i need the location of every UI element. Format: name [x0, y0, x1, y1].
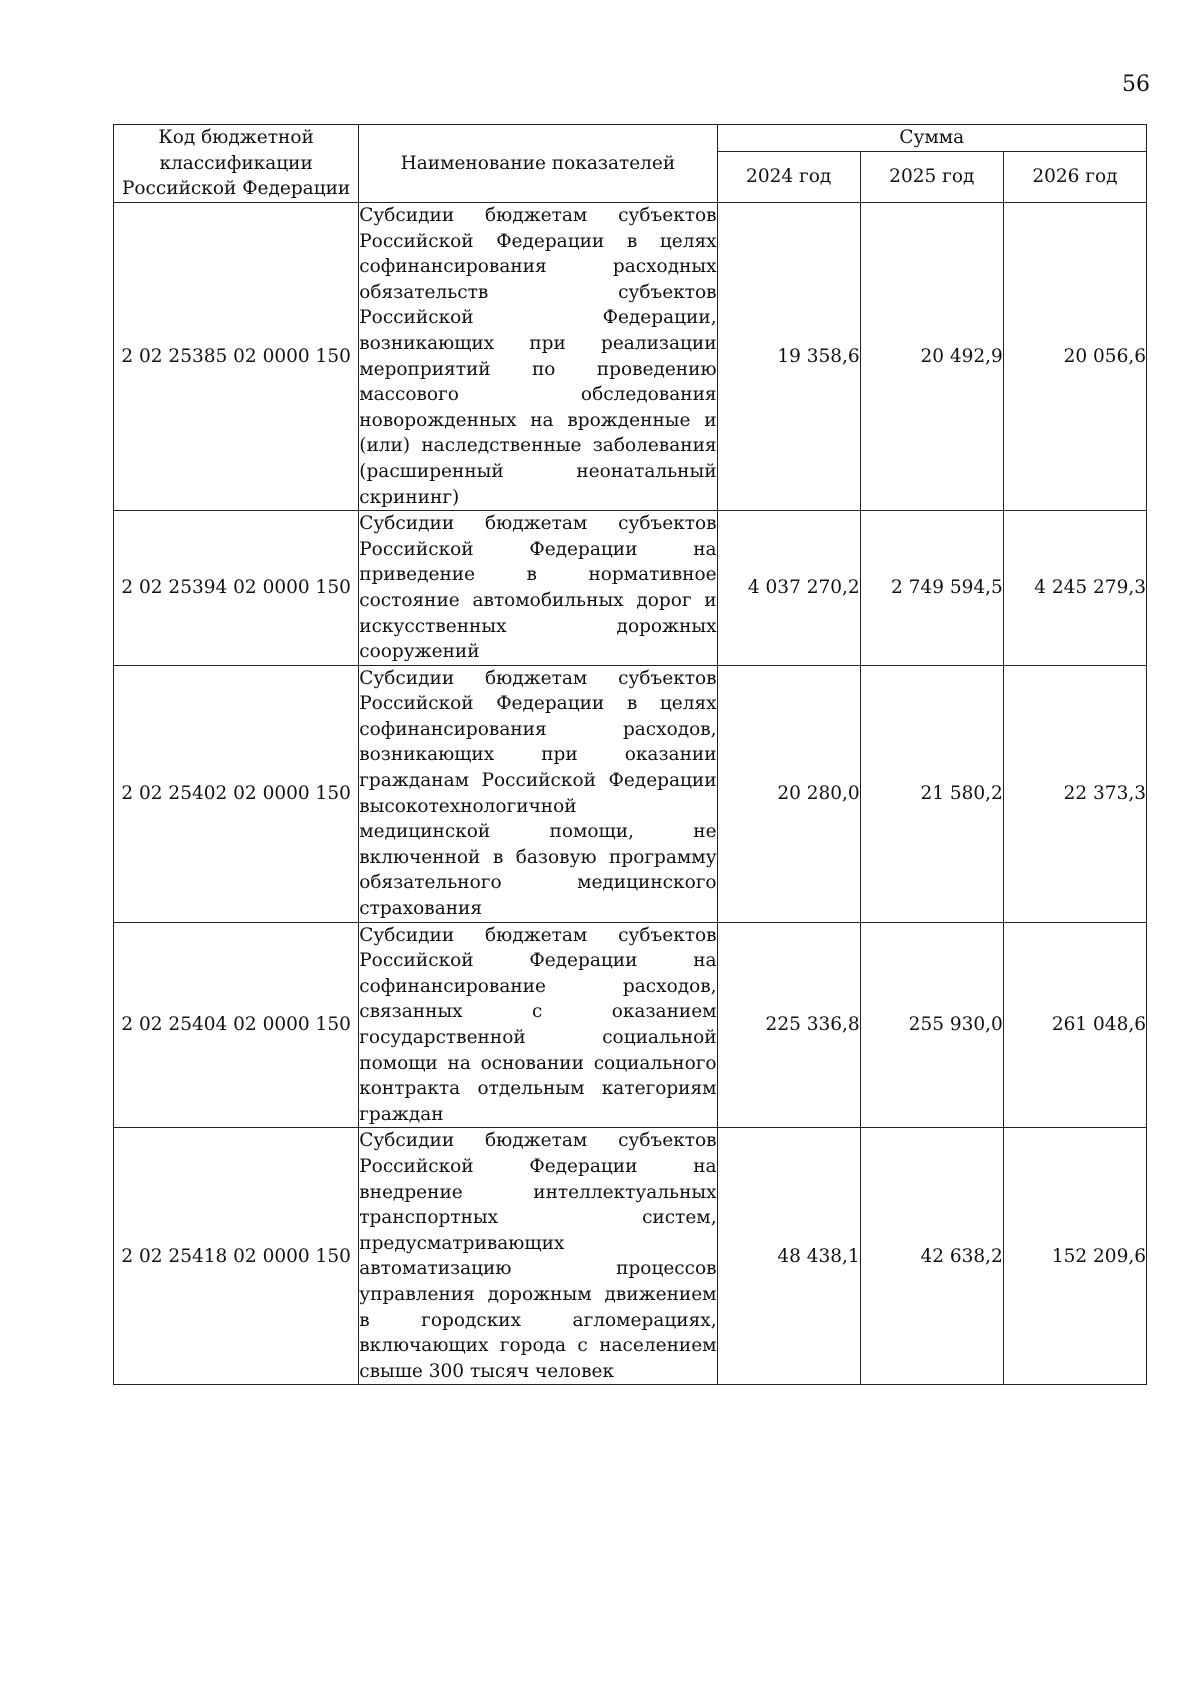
amount-2026-cell: 261 048,6	[1003, 922, 1146, 1128]
amount-2025-cell: 2 749 594,5	[860, 511, 1003, 666]
indicator-name-line: скрининг)	[359, 486, 460, 508]
indicator-name-line: помощи на основании социального	[359, 1052, 717, 1074]
amount-2026-cell: 152 209,6	[1003, 1128, 1146, 1385]
table-body	[114, 203, 1147, 1385]
indicator-name-line: Российской Федерации в целях	[359, 693, 717, 715]
indicator-name-line: сооружений	[359, 641, 480, 663]
indicator-name-line: автоматизацию процессов	[359, 1258, 717, 1280]
indicator-name-line: Российской Федерации на	[359, 1155, 717, 1177]
indicator-name-line: возникающих при реализации	[359, 332, 717, 354]
indicator-name-line: Российской Федерации на	[359, 538, 717, 560]
indicator-name-line: предусматривающих	[359, 1232, 565, 1254]
header-year-2026: 2026 год	[1003, 152, 1146, 203]
table-row	[114, 922, 1147, 1128]
indicator-name-line: новорожденных на врожденные и	[359, 409, 717, 431]
budget-code-cell: 2 02 25404 02 0000 150	[114, 922, 359, 1128]
table-row	[114, 203, 1147, 511]
table-row	[114, 511, 1147, 666]
budget-code-cell: 2 02 25402 02 0000 150	[114, 665, 359, 922]
indicator-name-line: (или) наследственные заболевания	[359, 435, 717, 457]
header-sum: Сумма	[717, 125, 1146, 152]
indicator-name-line: состояние автомобильных дорог и	[359, 589, 717, 611]
indicator-name-cell	[359, 1128, 717, 1385]
header-name: Наименование показателей	[359, 125, 717, 203]
indicator-name-line: включенной в базовую программу	[359, 846, 717, 868]
amount-2024-cell: 20 280,0	[717, 665, 860, 922]
indicator-name-line: транспортных систем,	[359, 1207, 717, 1229]
indicator-name-line: высокотехнологичной	[359, 795, 577, 817]
amount-2025-cell: 255 930,0	[860, 922, 1003, 1128]
indicator-name-line: Российской Федерации,	[359, 307, 717, 329]
indicator-name-line: страхования	[359, 898, 483, 920]
indicator-name-line: управления дорожным движением	[359, 1283, 717, 1305]
table-row	[114, 665, 1147, 922]
budget-code-cell: 2 02 25385 02 0000 150	[114, 203, 359, 511]
amount-2024-cell: 4 037 270,2	[717, 511, 860, 666]
indicator-name-line: гражданам Российской Федерации	[359, 770, 717, 792]
indicator-name-line: Субсидии бюджетам субъектов	[359, 205, 717, 226]
indicator-name-line: внедрение интеллектуальных	[359, 1181, 717, 1203]
amount-2024-cell: 225 336,8	[717, 922, 860, 1128]
indicator-name-line: Российской Федерации в целях	[359, 230, 717, 252]
amount-2026-cell: 4 245 279,3	[1003, 511, 1146, 666]
indicator-name-line: Субсидии бюджетам субъектов	[359, 513, 717, 535]
table-header	[114, 125, 1147, 203]
indicator-name-line: Субсидии бюджетам субъектов	[359, 924, 717, 946]
amount-2025-cell: 20 492,9	[860, 203, 1003, 511]
indicator-name-line: приведение в нормативное	[359, 564, 717, 586]
indicator-name-line: возникающих при оказании	[359, 744, 717, 766]
page-number: 56	[1122, 72, 1150, 97]
indicator-name-line: обязательного медицинского	[359, 872, 717, 894]
amount-2024-cell: 48 438,1	[717, 1128, 860, 1385]
indicator-name-line: софинансирования расходов,	[359, 718, 717, 740]
indicator-name-cell	[359, 665, 717, 922]
header-year-2025: 2025 год	[860, 152, 1003, 203]
budget-code-cell: 2 02 25418 02 0000 150	[114, 1128, 359, 1385]
amount-2024-cell: 19 358,6	[717, 203, 860, 511]
budget-code-cell: 2 02 25394 02 0000 150	[114, 511, 359, 666]
indicator-name-line: софинансирования расходных	[359, 256, 717, 278]
indicator-name-line: контракта отдельным категориям	[359, 1078, 717, 1100]
indicator-name-line: софинансирование расходов,	[359, 975, 717, 997]
indicator-name-cell	[359, 203, 717, 511]
header-year-2024: 2024 год	[717, 152, 860, 203]
indicator-name-line: Субсидии бюджетам субъектов	[359, 1130, 717, 1152]
indicator-name-line: медицинской помощи, не	[359, 821, 717, 843]
indicator-name-line: обязательств субъектов	[359, 281, 717, 303]
indicator-name-cell	[359, 922, 717, 1128]
amount-2025-cell: 21 580,2	[860, 665, 1003, 922]
indicator-name-line: граждан	[359, 1103, 444, 1125]
amount-2026-cell: 22 373,3	[1003, 665, 1146, 922]
indicator-name-cell	[359, 511, 717, 666]
indicator-name-line: включающих города с населением	[359, 1335, 717, 1357]
table-row	[114, 1128, 1147, 1385]
indicator-name-line: искусственных дорожных	[359, 615, 717, 637]
indicator-name-line: Российской Федерации на	[359, 950, 717, 972]
indicator-name-line: в городских агломерациях,	[359, 1309, 717, 1331]
indicator-name-line: мероприятий по проведению	[359, 358, 717, 380]
indicator-name-line: Субсидии бюджетам субъектов	[359, 667, 717, 689]
indicator-name-line: массового обследования	[359, 384, 717, 406]
indicator-name-line: связанных с оказанием	[359, 1001, 717, 1023]
indicator-name-line: свыше 300 тысяч человек	[359, 1360, 615, 1382]
amount-2025-cell: 42 638,2	[860, 1128, 1003, 1385]
indicator-name-line: государственной социальной	[359, 1027, 717, 1048]
budget-table	[113, 124, 1147, 1385]
amount-2026-cell: 20 056,6	[1003, 203, 1146, 511]
indicator-name-line: (расширенный неонатальный	[359, 460, 717, 482]
header-code: Код бюджетной классификации Российской Федерации	[114, 125, 359, 203]
